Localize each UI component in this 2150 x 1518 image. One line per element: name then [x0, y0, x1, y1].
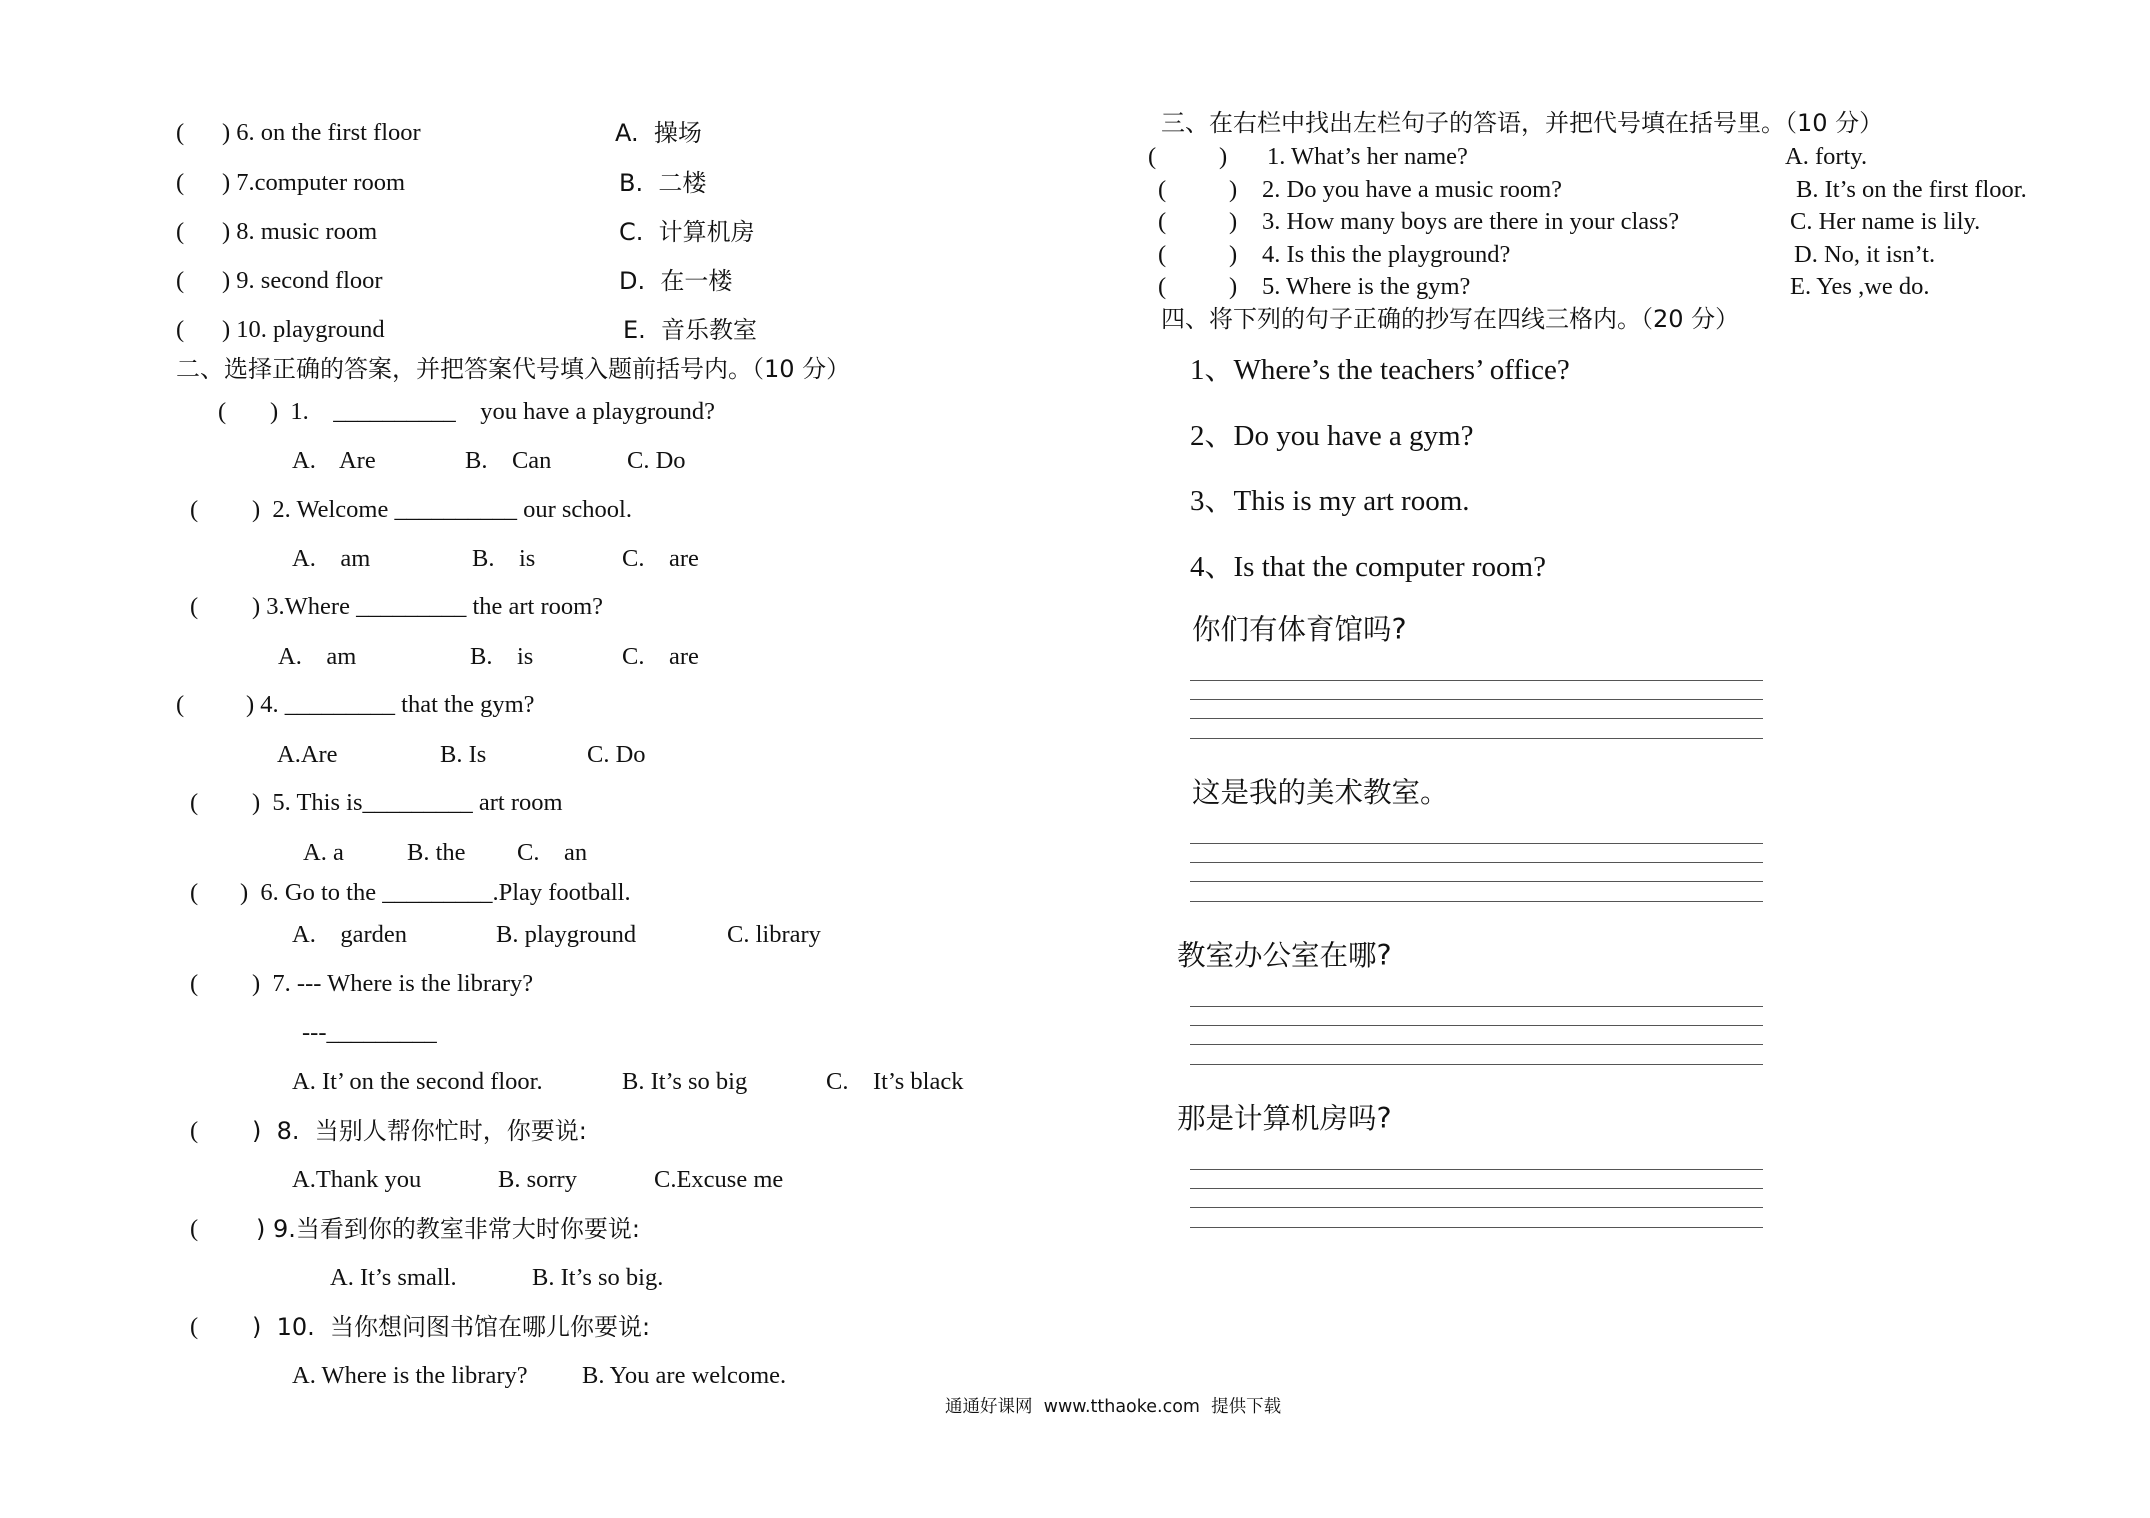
- four-line-grid: [1190, 843, 1763, 913]
- answer-paren: (: [190, 879, 199, 906]
- sentence-4: 4、Is that the computer room?: [1190, 551, 1546, 583]
- option-b: B. Can: [465, 447, 552, 474]
- part3-question-1: 1. What’s her name?: [1267, 143, 1468, 170]
- option-b: B. playground: [496, 921, 637, 948]
- footer-credit: 通通好课网 www.tthaoke.com 提供下载: [945, 1397, 1282, 1417]
- option-b: B. Is: [440, 741, 487, 768]
- option-c: C. are: [622, 545, 699, 572]
- part3-question-3: 3. How many boys are there in your class?: [1262, 208, 1680, 235]
- part3-answer-d: D. No, it isn’t.: [1794, 241, 1936, 268]
- part3-heading: 三、在右栏中找出左栏句子的答语，并把代号填在括号里。（10 分）: [1161, 109, 1884, 137]
- option-b: B. sorry: [498, 1166, 577, 1193]
- question-8: ) 8. 当别人帮你忙时，你要说:: [252, 1117, 587, 1145]
- option-b: B. the: [407, 839, 466, 866]
- part3-answer-b: B. It’s on the first floor.: [1796, 176, 2027, 203]
- option-a: A.Thank you: [292, 1166, 422, 1193]
- option-a: A. Are: [292, 447, 376, 474]
- answer-paren: (: [190, 789, 199, 816]
- option-c: C. are: [622, 643, 699, 670]
- answer-paren: (: [1158, 208, 1167, 235]
- part3-question-2: 2. Do you have a music room?: [1262, 176, 1563, 203]
- question-4: ) 4. _________ that the gym?: [246, 691, 535, 718]
- option-a: A. a: [303, 839, 344, 866]
- option-b: B. You are welcome.: [582, 1362, 787, 1389]
- answer-paren: (: [1158, 273, 1167, 300]
- question-10: ) 10. 当你想问图书馆在哪儿你要说:: [252, 1313, 651, 1341]
- chinese-prompt-3: 教室办公室在哪?: [1177, 939, 1392, 972]
- sentence-1: 1、Where’s the teachers’ office?: [1190, 354, 1570, 386]
- option-c: C. library: [727, 921, 821, 948]
- answer-paren: (: [1158, 176, 1167, 203]
- option-c: C. Do: [587, 741, 646, 768]
- answer-paren: (: [190, 1117, 199, 1144]
- part1-option-b: B. 二楼: [619, 169, 707, 197]
- answer-paren: (: [190, 593, 199, 620]
- part1-option-a: A. 操场: [615, 119, 702, 147]
- part3-question-5: 5. Where is the gym?: [1262, 273, 1471, 300]
- four-line-grid: [1190, 680, 1763, 750]
- answer-paren: (: [176, 119, 185, 146]
- answer-paren: (: [176, 218, 185, 245]
- answer-paren: (: [176, 691, 185, 718]
- part1-option-d: D. 在一楼: [619, 267, 733, 295]
- answer-paren: (: [190, 1215, 199, 1242]
- part1-option-c: C. 计算机房: [619, 218, 755, 246]
- option-a: A. am: [292, 545, 371, 572]
- option-c: C. It’s black: [826, 1068, 964, 1095]
- part2-heading: 二、选择正确的答案，并把答案代号填入题前括号内。（10 分）: [176, 355, 851, 383]
- chinese-prompt-2: 这是我的美术教室。: [1192, 776, 1449, 809]
- question-9: ) 9.当看到你的教室非常大时你要说:: [256, 1215, 640, 1243]
- answer-paren: (: [218, 398, 227, 425]
- answer-paren-close: ): [1229, 273, 1238, 300]
- option-c: C. Do: [627, 447, 686, 474]
- option-c: C. an: [517, 839, 588, 866]
- option-a: A. It’ on the second floor.: [292, 1068, 543, 1095]
- answer-paren: (: [190, 1313, 199, 1340]
- part1-item-7: ) 7.computer room: [222, 169, 406, 196]
- four-line-grid: [1190, 1006, 1763, 1076]
- answer-paren: (: [190, 970, 199, 997]
- question-5: ) 5. This is_________ art room: [252, 789, 563, 816]
- question-1: ) 1. __________ you have a playground?: [270, 398, 715, 425]
- answer-paren-close: ): [1229, 241, 1238, 268]
- question-3: ) 3.Where _________ the art room?: [252, 593, 604, 620]
- option-a: A. am: [278, 643, 357, 670]
- option-b: B. is: [472, 545, 536, 572]
- sentence-2: 2、Do you have a gym?: [1190, 420, 1474, 452]
- answer-paren: (: [1148, 143, 1157, 170]
- chinese-prompt-1: 你们有体育馆吗?: [1192, 613, 1407, 646]
- option-c: C.Excuse me: [654, 1166, 784, 1193]
- part3-answer-e: E. Yes ,we do.: [1790, 273, 1930, 300]
- part3-answer-a: A. forty.: [1785, 143, 1868, 170]
- part1-item-8: ) 8. music room: [222, 218, 378, 245]
- option-a: A. It’s small.: [330, 1264, 457, 1291]
- option-a: A. garden: [292, 921, 407, 948]
- part1-option-e: E. 音乐教室: [623, 316, 758, 344]
- question-2: ) 2. Welcome __________ our school.: [252, 496, 632, 523]
- chinese-prompt-4: 那是计算机房吗?: [1177, 1102, 1392, 1135]
- question-7: ) 7. --- Where is the library?: [252, 970, 534, 997]
- sentence-3: 3、This is my art room.: [1190, 485, 1470, 517]
- answer-paren: (: [1158, 241, 1167, 268]
- answer-paren: (: [176, 267, 185, 294]
- part1-item-9: ) 9. second floor: [222, 267, 383, 294]
- four-line-grid: [1190, 1169, 1763, 1239]
- question-6: ) 6. Go to the _________.Play football.: [240, 879, 631, 906]
- option-a: A.Are: [277, 741, 338, 768]
- answer-line: ---_________: [302, 1019, 437, 1046]
- answer-paren-close: ): [1229, 208, 1238, 235]
- option-b: B. It’s so big: [622, 1068, 748, 1095]
- answer-paren: (: [190, 496, 199, 523]
- part1-item-10: ) 10. playground: [222, 316, 385, 343]
- part4-heading: 四、将下列的句子正确的抄写在四线三格内。（20 分）: [1161, 305, 1740, 333]
- option-a: A. Where is the library?: [292, 1362, 528, 1389]
- part3-question-4: 4. Is this the playground?: [1262, 241, 1511, 268]
- option-b: B. It’s so big.: [532, 1264, 664, 1291]
- answer-paren: (: [176, 169, 185, 196]
- answer-paren: (: [176, 316, 185, 343]
- part1-item-6: ) 6. on the first floor: [222, 119, 421, 146]
- answer-paren-close: ): [1229, 176, 1238, 203]
- answer-paren-close: ): [1219, 143, 1228, 170]
- part3-answer-c: C. Her name is lily.: [1790, 208, 1981, 235]
- option-b: B. is: [470, 643, 534, 670]
